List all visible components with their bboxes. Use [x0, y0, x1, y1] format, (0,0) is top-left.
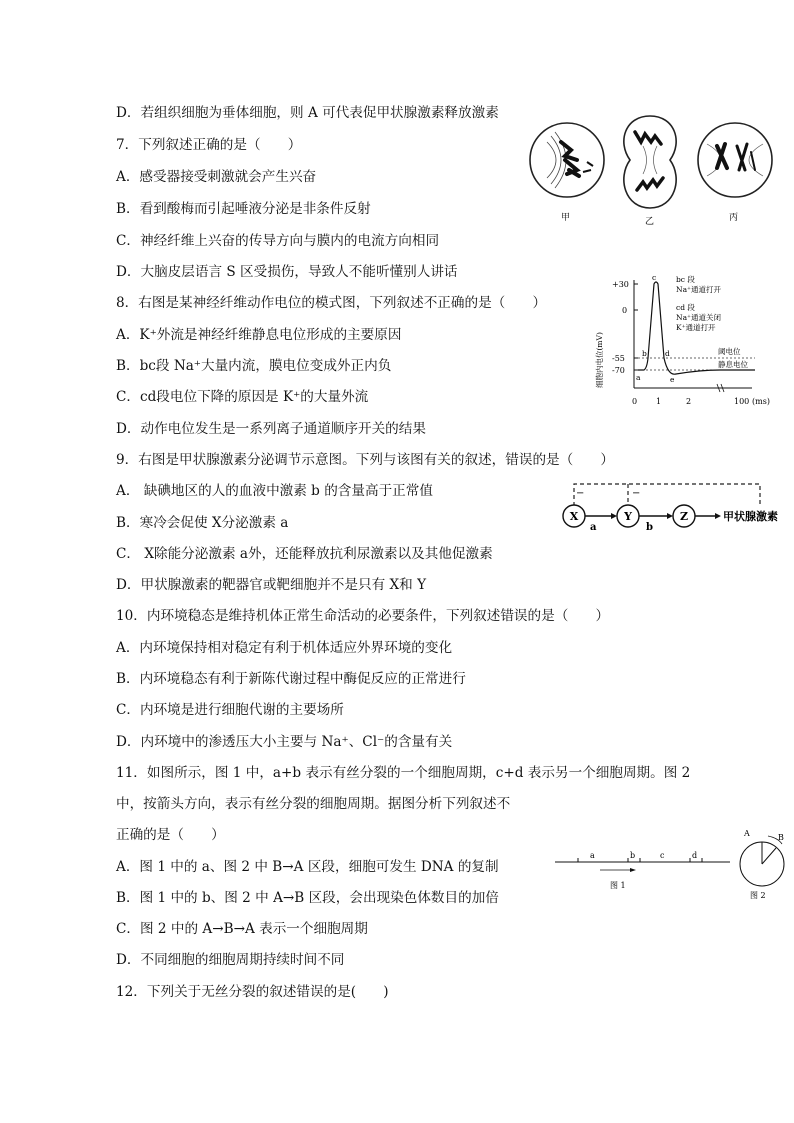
ap-ytick-70: -70: [612, 366, 625, 375]
fig2-caption: 图 2: [750, 891, 766, 900]
cell-bing: [698, 123, 772, 197]
q12-stem: 12．下列关于无丝分裂的叙述错误的是( ): [116, 984, 389, 1000]
q8-stem: 8．右图是某神经纤维动作电位的模式图，下列叙述不正确的是（ ）: [116, 295, 547, 311]
q6-option-d: D．若组织细胞为垂体细胞，则 A 可代表促甲状腺激素释放激素: [116, 105, 499, 121]
q9-option-a: A． 缺碘地区的人的血液中激素 b 的含量高于正常值: [116, 483, 433, 499]
q8-option-b: B．bc段 Na⁺大量内流，膜电位变成外正内负: [116, 358, 392, 374]
ap-note1-title: bc 段: [676, 275, 695, 284]
action-potential-figure: [590, 270, 790, 415]
ap-ylabel: 细胞内电位(mV): [595, 332, 604, 388]
q10-option-c: C．内环境是进行细胞代谢的主要场所: [116, 702, 344, 718]
q11-stem-line1: 11．如图所示，图 1 中，a+b 表示有丝分裂的一个细胞周期，c+d 表示另一个细胞周期。图 2: [116, 765, 691, 781]
ap-xtick-2: 2: [686, 397, 692, 406]
q7-option-b: B．看到酸梅而引起唾液分泌是非条件反射: [116, 201, 371, 217]
ap-note1-text: Na⁺通道打开: [676, 285, 721, 294]
ap-note2-text2: K⁺通道打开: [676, 323, 716, 332]
q11-option-c: C．图 2 中的 A→B→A 表示一个细胞周期: [116, 921, 368, 937]
q8-option-a: A．K⁺外流是神经纤维静息电位形成的主要原因: [116, 327, 402, 343]
cell-label-bing: 丙: [729, 213, 739, 223]
ap-xtick-100: 100: [734, 397, 750, 406]
node-z: Z: [679, 510, 689, 523]
ap-ytick-55: -55: [612, 354, 625, 363]
cell-jia: [530, 123, 604, 197]
ap-point-d: d: [665, 349, 670, 358]
fig1-label-a: a: [590, 851, 595, 860]
arrow-label-a: a: [590, 522, 597, 533]
q7-option-d: D．大脑皮层语言 S 区受损伤，导致人不能听懂别人讲话: [116, 264, 458, 280]
q7-option-c: C．神经纤维上兴奋的传导方向与膜内的电流方向相同: [116, 233, 440, 249]
q10-option-d: D．内环境中的渗透压大小主要与 Na⁺、Cl⁻的含量有关: [116, 734, 453, 750]
thyroid-regulation-figure: [560, 478, 785, 533]
cell-label-yi: 乙: [645, 217, 655, 227]
q11-option-b: B．图 1 中的 b、图 2 中 A→B 区段，会出现染色体数目的加倍: [116, 890, 499, 906]
fig2-label-a: A: [744, 829, 750, 838]
q11-stem-line2: 中，按箭头方向，表示有丝分裂的细胞周期。据图分析下列叙述不: [116, 796, 511, 812]
arrow-label-b: b: [646, 522, 653, 533]
q10-stem: 10．内环境稳态是维持机体正常生命活动的必要条件，下列叙述错误的是（ ）: [116, 608, 610, 624]
ap-note2-text1: Na⁺通道关闭: [676, 313, 721, 322]
feedback-minus-x: −: [576, 488, 585, 499]
ap-point-b: b: [642, 349, 647, 358]
ap-ytick-30: +30: [612, 280, 629, 289]
ap-x-unit: (ms): [752, 397, 770, 406]
cell-division-figure: [525, 112, 775, 234]
q8-option-c: C．cd段电位下降的原因是 K⁺的大量外流: [116, 389, 369, 405]
fig1-label-b: b: [630, 851, 636, 860]
ap-ytick-0: 0: [622, 306, 628, 315]
q9-option-d: D．甲状腺激素的靶器官或靶细胞并不是只有 X和 Y: [116, 577, 427, 593]
cell-label-jia: 甲: [561, 213, 571, 223]
thyroid-hormone-label: 甲状腺激素: [723, 510, 778, 523]
q9-stem: 9．右图是甲状腺激素分泌调节示意图。下列与该图有关的叙述，错误的是（ ）: [116, 452, 615, 468]
fig1-label-c: c: [660, 851, 665, 860]
q11-option-a: A．图 1 中的 a、图 2 中 B→A 区段，细胞可发生 DNA 的复制: [116, 859, 499, 875]
fig2-label-b: B: [778, 833, 784, 842]
ap-xtick-1: 1: [656, 397, 662, 406]
fig1-label-d: d: [692, 851, 698, 860]
q9-option-c: C． X除能分泌激素 a外，还能释放抗利尿激素以及其他促激素: [116, 546, 493, 562]
q11-stem-line3: 正确的是（ ）: [116, 827, 225, 843]
q10-option-b: B．内环境稳态有利于新陈代谢过程中酶促反应的正常进行: [116, 671, 466, 687]
fig1-caption: 图 1: [610, 881, 626, 890]
ap-point-a: a: [636, 373, 641, 382]
q10-option-a: A．内环境保持相对稳定有利于机体适应外界环境的变化: [116, 640, 453, 656]
q11-option-d: D．不同细胞的细胞周期持续时间不同: [116, 952, 345, 968]
ap-point-e: e: [670, 375, 675, 384]
q9-option-b: B．寒冷会促使 X分泌激素 a: [116, 515, 289, 531]
q7-option-a: A．感受器接受刺激就会产生兴奋: [116, 169, 317, 185]
node-x: X: [569, 510, 579, 523]
ap-rest-label: 静息电位: [718, 360, 748, 369]
ap-point-c: c: [652, 273, 657, 282]
cell-cycle-figure: [550, 829, 790, 908]
node-y: Y: [624, 510, 632, 523]
feedback-minus-y: −: [632, 488, 641, 499]
q7-stem: 7．下列叙述正确的是（ ）: [116, 137, 302, 153]
q8-option-d: D．动作电位发生是一系列离子通道顺序开关的结果: [116, 421, 426, 437]
ap-xtick-0: 0: [632, 397, 638, 406]
cell-yi: [624, 116, 676, 208]
ap-note2-title: cd 段: [676, 303, 695, 312]
ap-threshold-label: 阈电位: [718, 347, 741, 356]
